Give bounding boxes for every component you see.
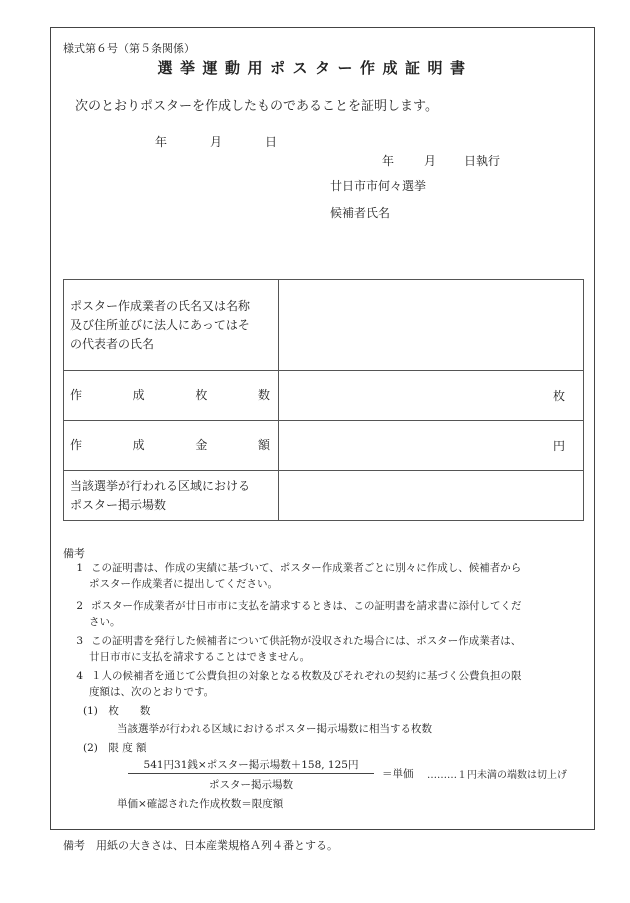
sub2-label: (2) 限 度 額	[83, 742, 147, 754]
sub1-label: (1) 枚 数	[83, 705, 151, 717]
table-row	[64, 280, 584, 371]
table-row	[64, 471, 584, 521]
document-title: 選挙運動用ポスター作成証明書	[157, 59, 473, 77]
date-month: 月	[210, 135, 223, 149]
notes-title: 備考	[63, 547, 85, 560]
poster-sites-label: 当該選挙が行われる区域における ポスター掲示場数	[64, 471, 279, 521]
fraction-bar	[128, 773, 374, 774]
formula-numerator: 541円31銭×ポスター掲示場数＋158, 125円	[143, 759, 359, 771]
amount-value[interactable]	[279, 421, 584, 471]
execution-date	[382, 152, 500, 169]
exec-day: 日執行	[464, 154, 501, 168]
certificate-table	[63, 279, 584, 521]
quantity-unit: 枚	[552, 389, 565, 403]
note-item: 1 この証明書は、作成の実績に基づいて、ポスター作成業者ごとに別々に作成し、候補者から ポスター作成業者に提出してください。	[76, 562, 522, 590]
producer-label: ポスター作成業者の氏名又は名称 及び住所並びに法人にあってはそ の代表者の氏名	[64, 280, 279, 371]
footer-note: 備考 用紙の大きさは、日本産業規格Ａ列４番とする。	[63, 839, 338, 852]
amount-unit: 円	[552, 439, 565, 453]
sub1-text: 当該選挙が行われる区域におけるポスター掲示場数に相当する枚数	[117, 723, 432, 735]
election-name: 廿日市市何々選挙	[330, 179, 427, 193]
note-item: 3 この証明書を発行した候補者について供託物が没収された場合には、ポスター作成業者は、 廿日市市に支払を請求することはできません。	[76, 635, 522, 663]
candidate-name-label: 候補者氏名	[330, 206, 391, 220]
amount-label: 作 成 金 額	[64, 421, 279, 471]
formula-result: ＝単価	[382, 768, 414, 780]
note-item: 4 １人の候補者を通じて公費負担の対象となる枚数及びそれぞれの契約に基づく公費負担の限 度額は、次のとおりです。	[76, 670, 522, 698]
formula-denominator: ポスター掲示場数	[209, 779, 293, 791]
exec-month: 月	[424, 154, 437, 168]
formula-note: ………１円未満の端数は切上げ	[427, 770, 567, 781]
quantity-value[interactable]	[279, 371, 584, 421]
exec-year: 年	[382, 154, 395, 168]
producer-value[interactable]	[279, 280, 584, 371]
note-item: 2 ポスター作成業者が廿日市市に支払を請求するときは、この証明書を請求書に添付してくだ さい。	[76, 600, 522, 628]
quantity-label: 作 成 枚 数	[64, 371, 279, 421]
poster-sites-value[interactable]	[279, 471, 584, 521]
form-number: 様式第６号（第５条関係）	[63, 42, 195, 55]
intro-text: 次のとおりポスターを作成したものであることを証明します。	[75, 99, 438, 114]
date-year: 年	[155, 135, 168, 149]
date-day: 日	[265, 135, 278, 149]
formula-limit: 単価×確認された作成枚数＝限度額	[117, 798, 284, 810]
certification-date	[155, 133, 277, 150]
table-row	[64, 421, 584, 471]
table-row	[64, 371, 584, 421]
